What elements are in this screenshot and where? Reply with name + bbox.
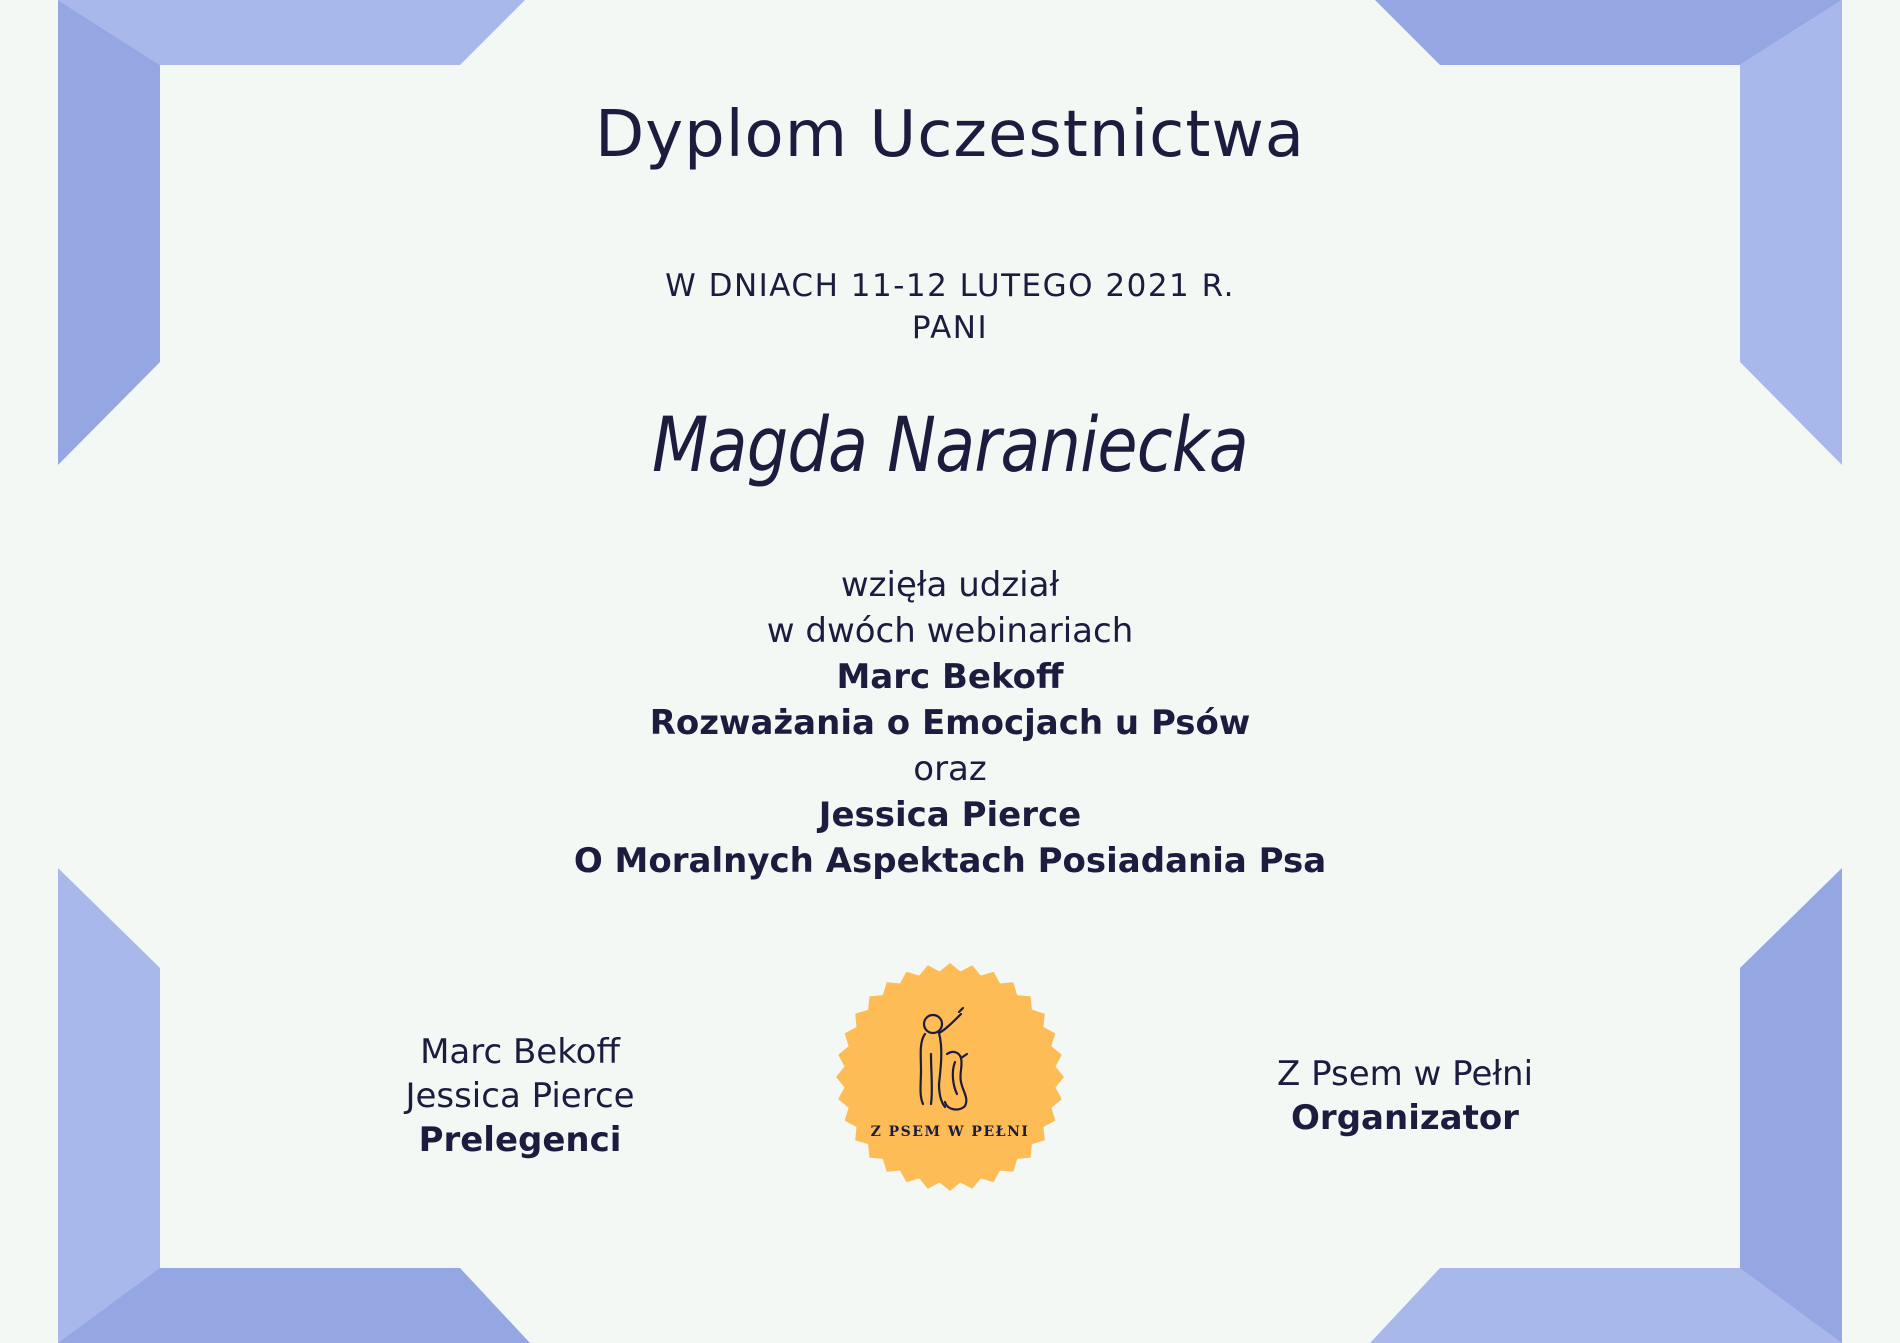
seal-badge-shape	[836, 963, 1064, 1191]
seal-text: Z PSEM W PEŁNI	[870, 1124, 1030, 1140]
diploma-title: Dyplom Uczestnictwa	[594, 98, 1306, 172]
webinar1-topic: Rozważania o Emocjach u Psów	[649, 703, 1251, 743]
webinar1-speaker: Marc Bekoff	[836, 657, 1064, 697]
webinar2-speaker: Jessica Pierce	[818, 795, 1082, 835]
organizer-role: Organizator	[1291, 1098, 1519, 1138]
recipient-name: Magda Naraniecka	[651, 400, 1248, 489]
frame-corner-bottom-left-vertical	[58, 868, 160, 1343]
date-line: W DNIACH 11-12 LUTEGO 2021 R.	[665, 268, 1235, 304]
speaker-name-2: Jessica Pierce	[405, 1076, 635, 1116]
speakers-signature-block	[360, 1030, 680, 1162]
organizer-name: Z Psem w Pełni	[1276, 1054, 1534, 1094]
frame-corner-top-left-vertical	[58, 0, 160, 465]
body-line-participated: wzięła udział	[840, 565, 1060, 605]
body-line-webinars: w dwóch webinariach	[766, 611, 1134, 651]
body-line-conjunction: oraz	[913, 749, 987, 789]
speakers-role: Prelegenci	[418, 1120, 622, 1160]
frame-corner-bottom-right-vertical	[1740, 868, 1842, 1343]
webinar2-topic: O Moralnych Aspektach Posiadania Psa	[573, 841, 1327, 881]
speaker-name-1: Marc Bekoff	[420, 1032, 620, 1072]
organizer-seal	[835, 962, 1065, 1192]
salutation: PANI	[911, 310, 989, 346]
frame-corner-top-right-vertical	[1740, 0, 1842, 465]
organizer-signature-block	[1245, 1052, 1565, 1140]
